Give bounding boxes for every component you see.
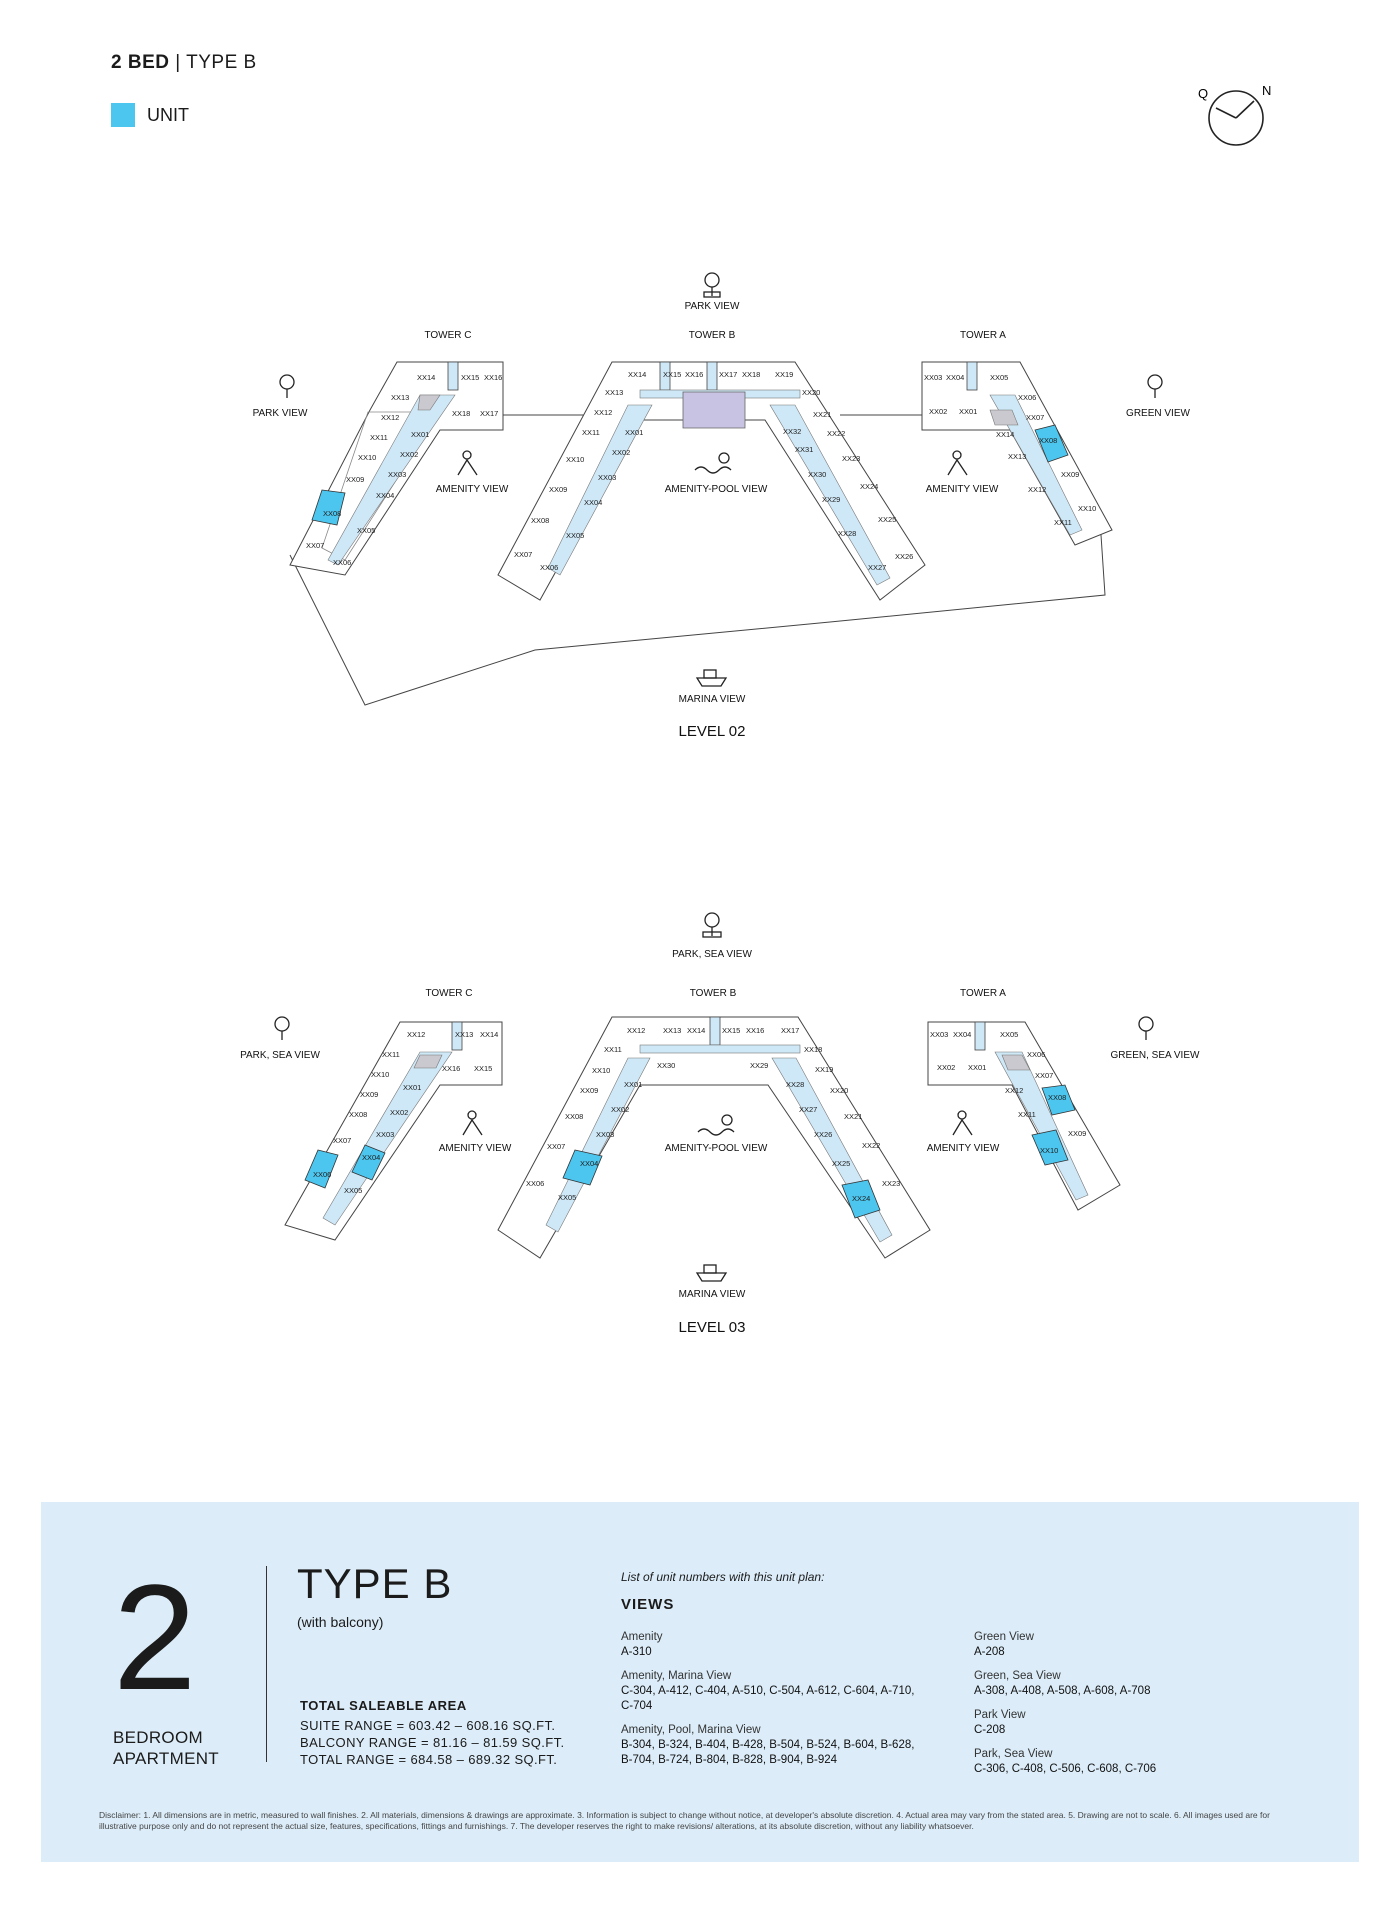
suite-range: SUITE RANGE = 603.42 – 608.16 SQ.FT.	[300, 1718, 556, 1733]
view-group-units: C-304, A-412, C-404, A-510, C-504, A-612, C-604, A-710, C-704	[621, 1685, 915, 1712]
unit-label: XX01	[959, 407, 978, 416]
unit-label: XX11	[604, 1045, 622, 1054]
unit-label-highlight: XX06	[313, 1170, 332, 1179]
unit-label: XX20	[830, 1086, 849, 1095]
unit-label: XX03	[388, 470, 407, 479]
unit-label: XX05	[357, 526, 376, 535]
unit-label: XX14	[480, 1030, 499, 1039]
tower-a-l02	[922, 362, 1112, 545]
unit-label: XX02	[390, 1108, 409, 1117]
unit-label: XX08	[531, 516, 550, 525]
tower-b-l02	[498, 362, 925, 600]
view-label: AMENITY-POOL VIEW	[664, 1143, 768, 1154]
amenity-icon	[953, 1111, 972, 1135]
total-range: TOTAL RANGE = 684.58 – 689.32 SQ.FT.	[300, 1752, 558, 1767]
unit-label: XX05	[344, 1186, 363, 1195]
unit-label: XX21	[844, 1112, 863, 1121]
view-group-label: Amenity	[621, 1631, 663, 1643]
views-heading: VIEWS	[621, 1596, 675, 1613]
unit-label-highlight: XX08	[323, 509, 342, 518]
unit-label: XX26	[814, 1130, 833, 1139]
pool-icon	[695, 453, 731, 473]
legend	[111, 103, 189, 127]
view-group-label: Green View	[974, 1631, 1034, 1643]
amenity-icon	[458, 451, 477, 475]
view-group-units: A-308, A-408, A-508, A-608, A-708	[974, 1685, 1151, 1697]
view-label: PARK, SEA VIEW	[672, 949, 752, 960]
unit-label: XX06	[1018, 393, 1037, 402]
tower-label: TOWER B	[688, 330, 736, 341]
tower-b-l03	[498, 1017, 930, 1258]
bedroom-line: BEDROOM	[113, 1728, 203, 1747]
level-label: LEVEL 03	[678, 1319, 746, 1336]
unit-label: XX25	[832, 1159, 851, 1168]
compass-icon	[1196, 82, 1276, 152]
unit-label: XX15	[722, 1026, 741, 1035]
unit-label: XX11	[1054, 518, 1072, 527]
unit-label: XX04	[953, 1030, 972, 1039]
unit-label-highlight: XX04	[580, 1159, 599, 1168]
amenity-icon	[463, 1111, 482, 1135]
bedroom-apartment-label	[113, 1727, 219, 1769]
unit-label: XX23	[882, 1179, 901, 1188]
unit-label: XX10	[566, 455, 585, 464]
unit-label: XX32	[783, 427, 802, 436]
unit-label: XX10	[592, 1066, 611, 1075]
view-group-units: A-310	[621, 1646, 652, 1658]
unit-label: XX17	[480, 409, 499, 418]
unit-label: XX12	[407, 1030, 426, 1039]
view-label: MARINA VIEW	[678, 1289, 746, 1300]
unit-label: XX19	[815, 1065, 834, 1074]
view-label: GREEN VIEW	[1126, 408, 1190, 419]
unit-label: XX17	[781, 1026, 800, 1035]
tower-label: TOWER A	[960, 988, 1006, 999]
area-heading: TOTAL SALEABLE AREA	[300, 1698, 467, 1713]
view-group-label: Park View	[974, 1709, 1026, 1721]
unit-label: XX16	[746, 1026, 765, 1035]
tree-icon	[704, 273, 720, 297]
unit-label: XX01	[624, 1080, 643, 1089]
unit-label: XX14	[996, 430, 1015, 439]
unit-label: XX29	[822, 495, 841, 504]
unit-label: XX07	[306, 541, 325, 550]
view-group-label: Amenity, Marina View	[621, 1670, 732, 1682]
unit-label: XX01	[403, 1083, 422, 1092]
unit-label: XX02	[612, 448, 631, 457]
views-list-left	[621, 1630, 921, 1777]
unit-label: XX18	[742, 370, 761, 379]
unit-label: XX20	[802, 388, 821, 397]
unit-label: XX10	[1078, 504, 1097, 513]
tree-icon	[275, 1017, 289, 1040]
unit-label: XX28	[838, 529, 857, 538]
unit-label: XX12	[1028, 485, 1047, 494]
view-group-units: A-208	[974, 1646, 1005, 1658]
view-label: AMENITY-POOL VIEW	[664, 484, 768, 495]
view-group-label: Park, Sea View	[974, 1748, 1053, 1760]
legend-swatch	[111, 103, 135, 127]
unit-label: XX13	[1008, 452, 1027, 461]
unit-label: XX07	[1035, 1071, 1054, 1080]
unit-label: XX11	[1018, 1110, 1036, 1119]
unit-label: XX01	[411, 430, 430, 439]
unit-label-highlight: XX10	[1040, 1146, 1059, 1155]
unit-label: XX21	[813, 410, 832, 419]
type-subtitle: (with balcony)	[297, 1614, 384, 1630]
unit-label: XX14	[628, 370, 647, 379]
view-label: PARK, SEA VIEW	[240, 1050, 320, 1061]
unit-label: XX16	[442, 1064, 461, 1073]
unit-label: XX13	[455, 1030, 474, 1039]
unit-label-highlight: XX24	[852, 1194, 871, 1203]
view-label: AMENITY VIEW	[435, 484, 509, 495]
view-group-label: Amenity, Pool, Marina View	[621, 1724, 761, 1736]
unit-label: XX07	[547, 1142, 566, 1151]
tower-a-l03	[928, 1022, 1120, 1210]
ship-icon	[697, 1265, 726, 1281]
unit-label: XX14	[417, 373, 436, 382]
unit-label: XX02	[400, 450, 419, 459]
unit-label: XX09	[549, 485, 568, 494]
unit-label: XX22	[862, 1141, 881, 1150]
unit-label: XX12	[381, 413, 400, 422]
unit-label: XX27	[868, 563, 887, 572]
view-label: MARINA VIEW	[678, 694, 746, 705]
divider	[266, 1566, 267, 1762]
unit-label: XX27	[799, 1105, 818, 1114]
bedroom-count: 2	[113, 1553, 197, 1721]
unit-label: XX13	[391, 393, 410, 402]
view-label: PARK VIEW	[252, 408, 308, 419]
pool-icon	[698, 1115, 734, 1135]
view-label: AMENITY VIEW	[925, 484, 999, 495]
unit-label: XX22	[827, 429, 846, 438]
unit-label: XX02	[937, 1063, 956, 1072]
unit-label: XX11	[382, 1050, 400, 1059]
unit-label: XX07	[333, 1136, 352, 1145]
unit-label: XX06	[540, 563, 559, 572]
unit-label: XX04	[946, 373, 965, 382]
view-group-units: B-304, B-324, B-404, B-428, B-504, B-524, B-604, B-628, B-704, B-724, B-804, B-828, B-904, B-924	[621, 1739, 915, 1766]
tree-icon	[703, 913, 721, 937]
unit-label: XX08	[349, 1110, 368, 1119]
tower-label: TOWER B	[689, 988, 737, 999]
tree-icon	[1139, 1017, 1153, 1040]
unit-label: XX02	[611, 1105, 630, 1114]
unit-label: XX04	[584, 498, 603, 507]
amenity-icon	[948, 451, 967, 475]
unit-label: XX24	[860, 482, 879, 491]
unit-label: XX06	[333, 558, 352, 567]
unit-label: XX05	[990, 373, 1009, 382]
unit-label: XX05	[1000, 1030, 1019, 1039]
unit-label: XX01	[625, 428, 644, 437]
unit-label: XX15	[474, 1064, 493, 1073]
unit-label: XX09	[346, 475, 365, 484]
unit-label: XX30	[808, 470, 827, 479]
unit-label-highlight: XX08	[1048, 1093, 1067, 1102]
views-list-right	[974, 1630, 1274, 1786]
tree-icon	[280, 375, 294, 398]
unit-label: XX09	[1068, 1129, 1087, 1138]
unit-label: XX17	[719, 370, 738, 379]
type-title: TYPE B	[297, 1560, 453, 1607]
compass-q: Q	[1198, 86, 1209, 101]
level-label: LEVEL 02	[678, 723, 746, 740]
view-label: AMENITY VIEW	[438, 1143, 512, 1154]
view-label: PARK VIEW	[684, 301, 740, 312]
unit-label-highlight: XX08	[1039, 436, 1058, 445]
unit-label: XX18	[452, 409, 471, 418]
unit-label: XX05	[558, 1193, 577, 1202]
unit-label: XX15	[461, 373, 480, 382]
balcony-range: BALCONY RANGE = 81.16 – 81.59 SQ.FT.	[300, 1735, 565, 1750]
unit-label: XX19	[775, 370, 794, 379]
unit-label: XX03	[596, 1130, 615, 1139]
unit-label: XX03	[598, 473, 617, 482]
tower-c-l02	[290, 362, 503, 575]
unit-label: XX12	[594, 408, 613, 417]
unit-label: XX13	[663, 1026, 682, 1035]
view-group-label: Green, Sea View	[974, 1670, 1061, 1682]
tower-label: TOWER C	[424, 330, 472, 341]
unit-label: XX26	[895, 552, 914, 561]
unit-label: XX18	[804, 1045, 823, 1054]
unit-info-panel	[41, 1502, 1359, 1862]
unit-label: XX31	[795, 445, 814, 454]
legend-label: UNIT	[147, 104, 189, 125]
unit-label: XX29	[750, 1061, 769, 1070]
tree-icon	[1148, 375, 1162, 398]
unit-label: XX10	[358, 453, 377, 462]
view-label: AMENITY VIEW	[926, 1143, 1000, 1154]
unit-label: XX09	[1061, 470, 1080, 479]
unit-label: XX01	[968, 1063, 987, 1072]
unit-label: XX28	[786, 1080, 805, 1089]
tower-label: TOWER C	[425, 988, 473, 999]
unit-label: XX10	[371, 1070, 390, 1079]
unit-label: XX05	[566, 531, 585, 540]
unit-label: XX15	[663, 370, 682, 379]
unit-label: XX03	[930, 1030, 949, 1039]
compass-n: N	[1262, 83, 1272, 98]
unit-label: XX04	[376, 491, 395, 500]
apartment-line: APARTMENT	[113, 1749, 219, 1768]
unit-label: XX03	[924, 373, 943, 382]
unit-label: XX16	[484, 373, 503, 382]
level-02-plan	[0, 250, 1400, 750]
unit-label: XX13	[605, 388, 624, 397]
disclaimer: Disclaimer: 1. All dimensions are in metric, measured to wall finishes. 2. All materials, dimensions & drawings are approximate. 3. Information is subject to change without notice, at developer's absolute discretion. 4. Actual area may vary from the stated area. 5. Drawing are not to scale. 6. All images used are for illustrative purpose only and do not represent the actual size, features, specifications, fittings and furnishings. 7. The developer reserves the right to make revisions/ alterations, at its absolute discretion, without any liability whatsoever.	[99, 1810, 1270, 1831]
unit-label: XX07	[1026, 413, 1045, 422]
unit-label: XX30	[657, 1061, 676, 1070]
tower-label: TOWER A	[960, 330, 1006, 341]
unit-label: XX08	[565, 1112, 584, 1121]
unit-label: XX03	[376, 1130, 395, 1139]
view-group-units: C-306, C-408, C-506, C-608, C-706	[974, 1763, 1157, 1775]
heading-separator: |	[175, 52, 181, 73]
unit-label: XX06	[1027, 1050, 1046, 1059]
page-heading	[111, 52, 257, 74]
unit-label: XX11	[582, 428, 600, 437]
unit-label: XX11	[370, 433, 388, 442]
unit-label: XX07	[514, 550, 533, 559]
view-group-units: C-208	[974, 1724, 1006, 1736]
unit-label: XX09	[360, 1090, 379, 1099]
unit-label: XX06	[526, 1179, 545, 1188]
view-label: GREEN, SEA VIEW	[1110, 1050, 1200, 1061]
unit-label: XX02	[929, 407, 948, 416]
unit-label: XX14	[687, 1026, 706, 1035]
unit-label: XX09	[580, 1086, 599, 1095]
list-intro: List of unit numbers with this unit plan:	[621, 1570, 825, 1584]
unit-label: XX23	[842, 454, 861, 463]
level-03-plan	[0, 900, 1400, 1350]
unit-type: TYPE B	[186, 52, 257, 73]
ship-icon	[697, 670, 726, 686]
bed-count: 2 BED	[111, 52, 170, 73]
unit-label: XX25	[878, 515, 897, 524]
unit-label-highlight: XX04	[362, 1153, 381, 1162]
unit-label: XX12	[1005, 1086, 1024, 1095]
unit-label: XX16	[685, 370, 704, 379]
unit-label: XX12	[627, 1026, 646, 1035]
